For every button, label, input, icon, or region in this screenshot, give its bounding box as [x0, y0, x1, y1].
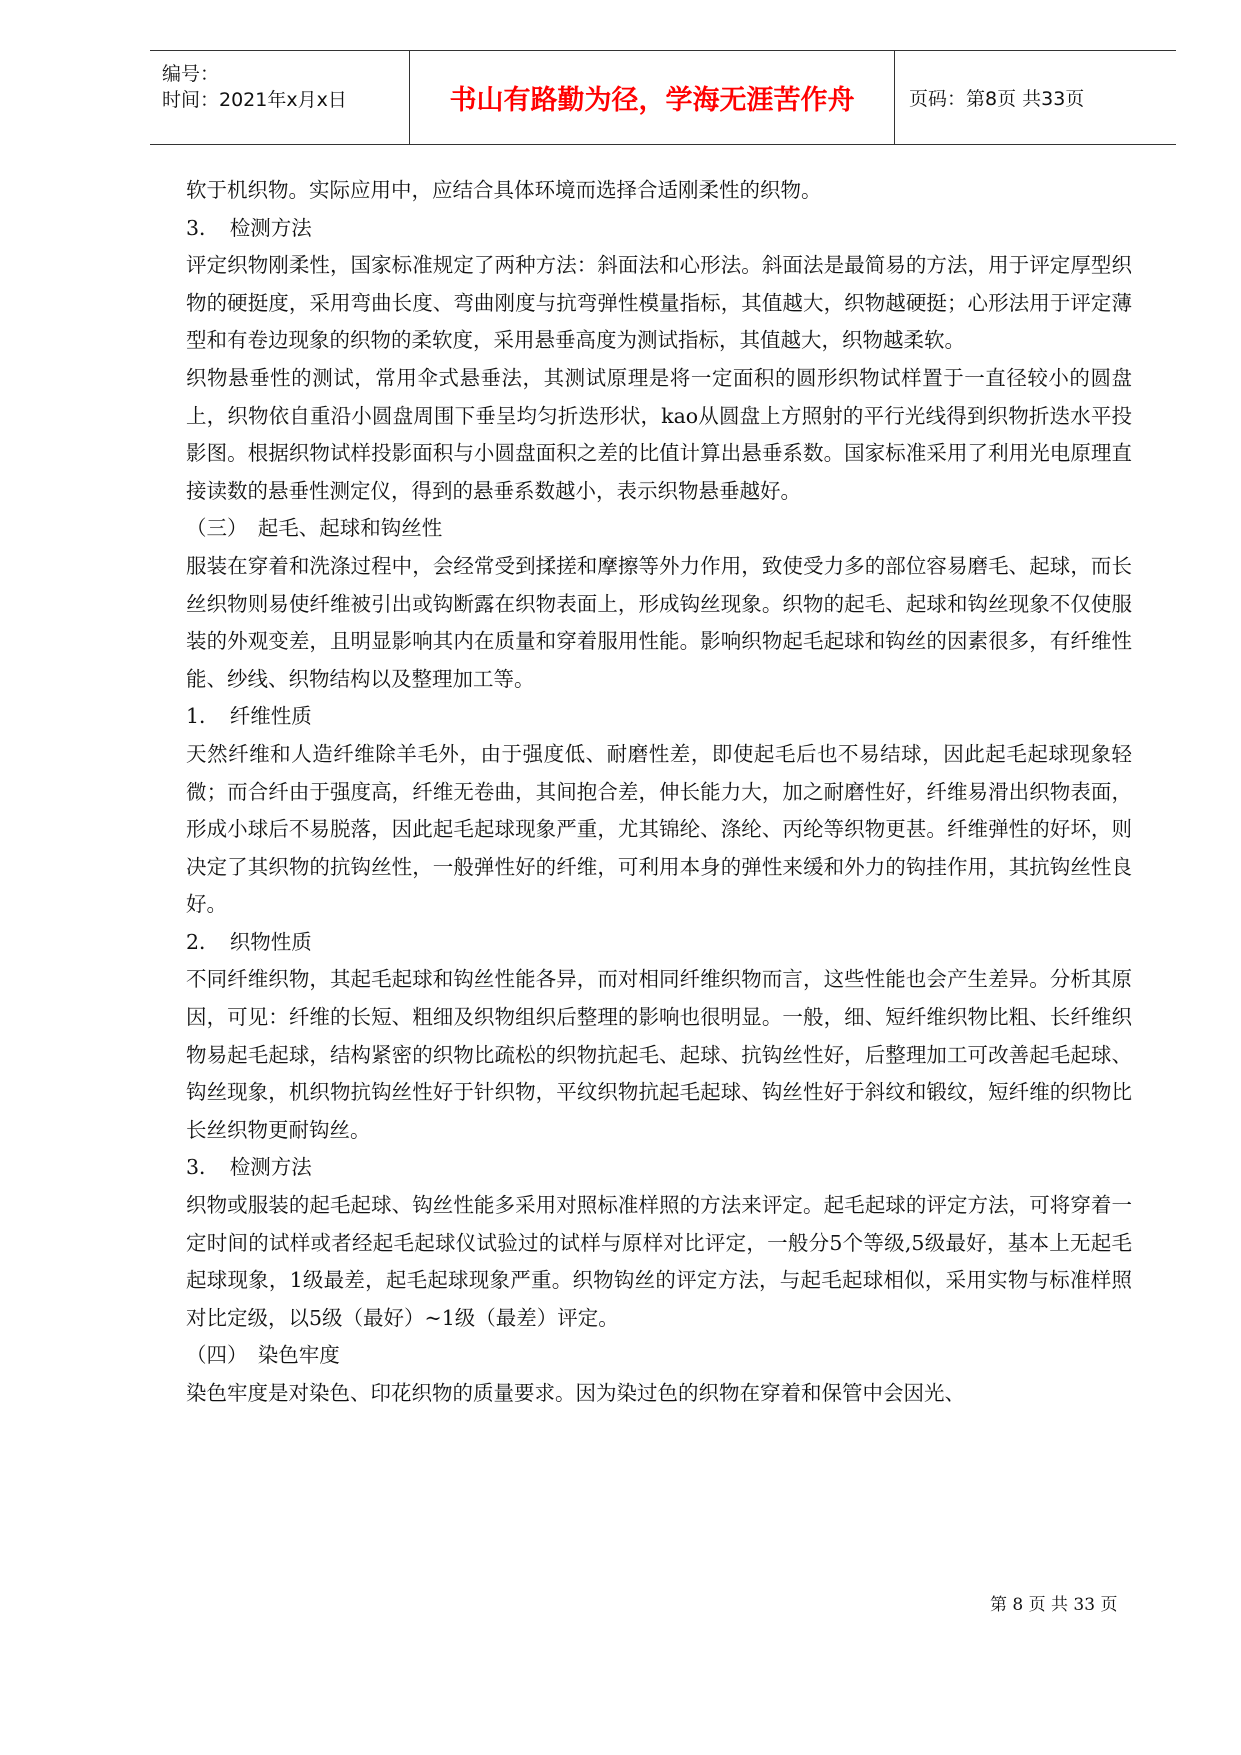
section-heading: （三） 起毛、起球和钩丝性 — [186, 516, 443, 541]
header-meta — [150, 51, 410, 144]
section-heading: 3． 检测方法 — [186, 215, 312, 240]
page-header — [150, 50, 1176, 145]
paragraph: 天然纤维和人造纤维除羊毛外，由于强度低、耐磨性差，即使起毛后也不易结球，因此起毛起球现象轻微；而合纤由于强度高，纤维无卷曲，其间抱合差，伸长能力大，加之耐磨性好，纤维易滑出织物表面，形成小球后不易脱落，因此起毛起球现象严重，尤其锦纶、涤纶、丙纶等织物更甚。纤维弹性的好坏，则决定了其织物的抗钩丝性，一般弹性好的纤维，可利用本身的弹性来缓和外力的钩挂作用，其抗钩丝性良好。 — [186, 741, 1132, 917]
section-heading: （四） 染色牢度 — [186, 1343, 340, 1368]
section-heading: 3． 检测方法 — [186, 1155, 312, 1180]
document-body — [186, 172, 1132, 1413]
paragraph: 服装在穿着和洗涤过程中，会经常受到揉搓和摩擦等外力作用，致使受力多的部位容易磨毛、起球，而长丝织物则易使纤维被引出或钩断露在织物表面上，形成钩丝现象。织物的起毛、起球和钩丝现象不仅使服装的外观变差，且明显影响其内在质量和穿着服用性能。影响织物起毛起球和钩丝的因素很多，有纤维性能、纱线、织物结构以及整理加工等。 — [186, 553, 1132, 691]
document-time-label: 时间：2021年x月x日 — [162, 89, 347, 111]
section-heading: 1． 纤维性质 — [186, 704, 312, 729]
header-page-info: 页码：第8页 共33页 — [909, 88, 1085, 110]
page-footer: 第 8 页 共 33 页 — [990, 1595, 1118, 1615]
paragraph: 织物悬垂性的测试，常用伞式悬垂法，其测试原理是将一定面积的圆形织物试样置于一直径较小的圆盘上，织物依自重沿小圆盘周围下垂呈均匀折迭形状，kao从圆盘上方照射的平行光线得到织物折迭水平投影图。根据织物试样投影面积与小圆盘面积之差的比值计算出悬垂系数。国家标准采用了利用光电原理直接读数的悬垂性测定仪，得到的悬垂系数越小，表示织物悬垂越好。 — [186, 365, 1132, 503]
document-number-label: 编号： — [162, 63, 220, 85]
header-motto: 书山有路勤为径，学海无涯苦作舟 — [449, 85, 855, 116]
paragraph: 染色牢度是对染色、印花织物的质量要求。因为染过色的织物在穿着和保管中会因光、 — [186, 1381, 965, 1405]
section-heading: 2． 织物性质 — [186, 929, 312, 954]
paragraph: 评定织物刚柔性，国家标准规定了两种方法：斜面法和心形法。斜面法是最简易的方法，用于评定厚型织物的硬挺度，采用弯曲长度、弯曲刚度与抗弯弹性模量指标，其值越大，织物越硬挺；心形法用于评定薄型和有卷边现象的织物的柔软度，采用悬垂高度为测试指标，其值越大，织物越柔软。 — [186, 253, 1132, 353]
header-motto-cell — [410, 51, 895, 144]
paragraph: 不同纤维织物，其起毛起球和钩丝性能各异，而对相同纤维织物而言，这些性能也会产生差异。分析其原因，可见：纤维的长短、粗细及织物组织后整理的影响也很明显。一般，细、短纤维织物比粗、长纤维织物易起毛起球，结构紧密的织物比疏松的织物抗起毛、起球、抗钩丝性好，后整理加工可改善起毛起球、钩丝现象，机织物抗钩丝性好于针织物，平纹织物抗起毛起球、钩丝性好于斜纹和锻纹，短纤维的织物比长丝织物更耐钩丝。 — [186, 967, 1132, 1142]
paragraph: 软于机织物。实际应用中，应结合具体环境而选择合适刚柔性的织物。 — [186, 178, 822, 202]
paragraph: 织物或服装的起毛起球、钩丝性能多采用对照标准样照的方法来评定。起毛起球的评定方法，可将穿着一定时间的试样或者经起毛起球仪试验过的试样与原样对比评定，一般分5个等级,5级最好，基本上无起毛起球现象，1级最差，起毛起球现象严重。织物钩丝的评定方法，与起毛起球相似，采用实物与标准样照对比定级，以5级（最好）~1级（最差）评定。 — [186, 1193, 1132, 1330]
